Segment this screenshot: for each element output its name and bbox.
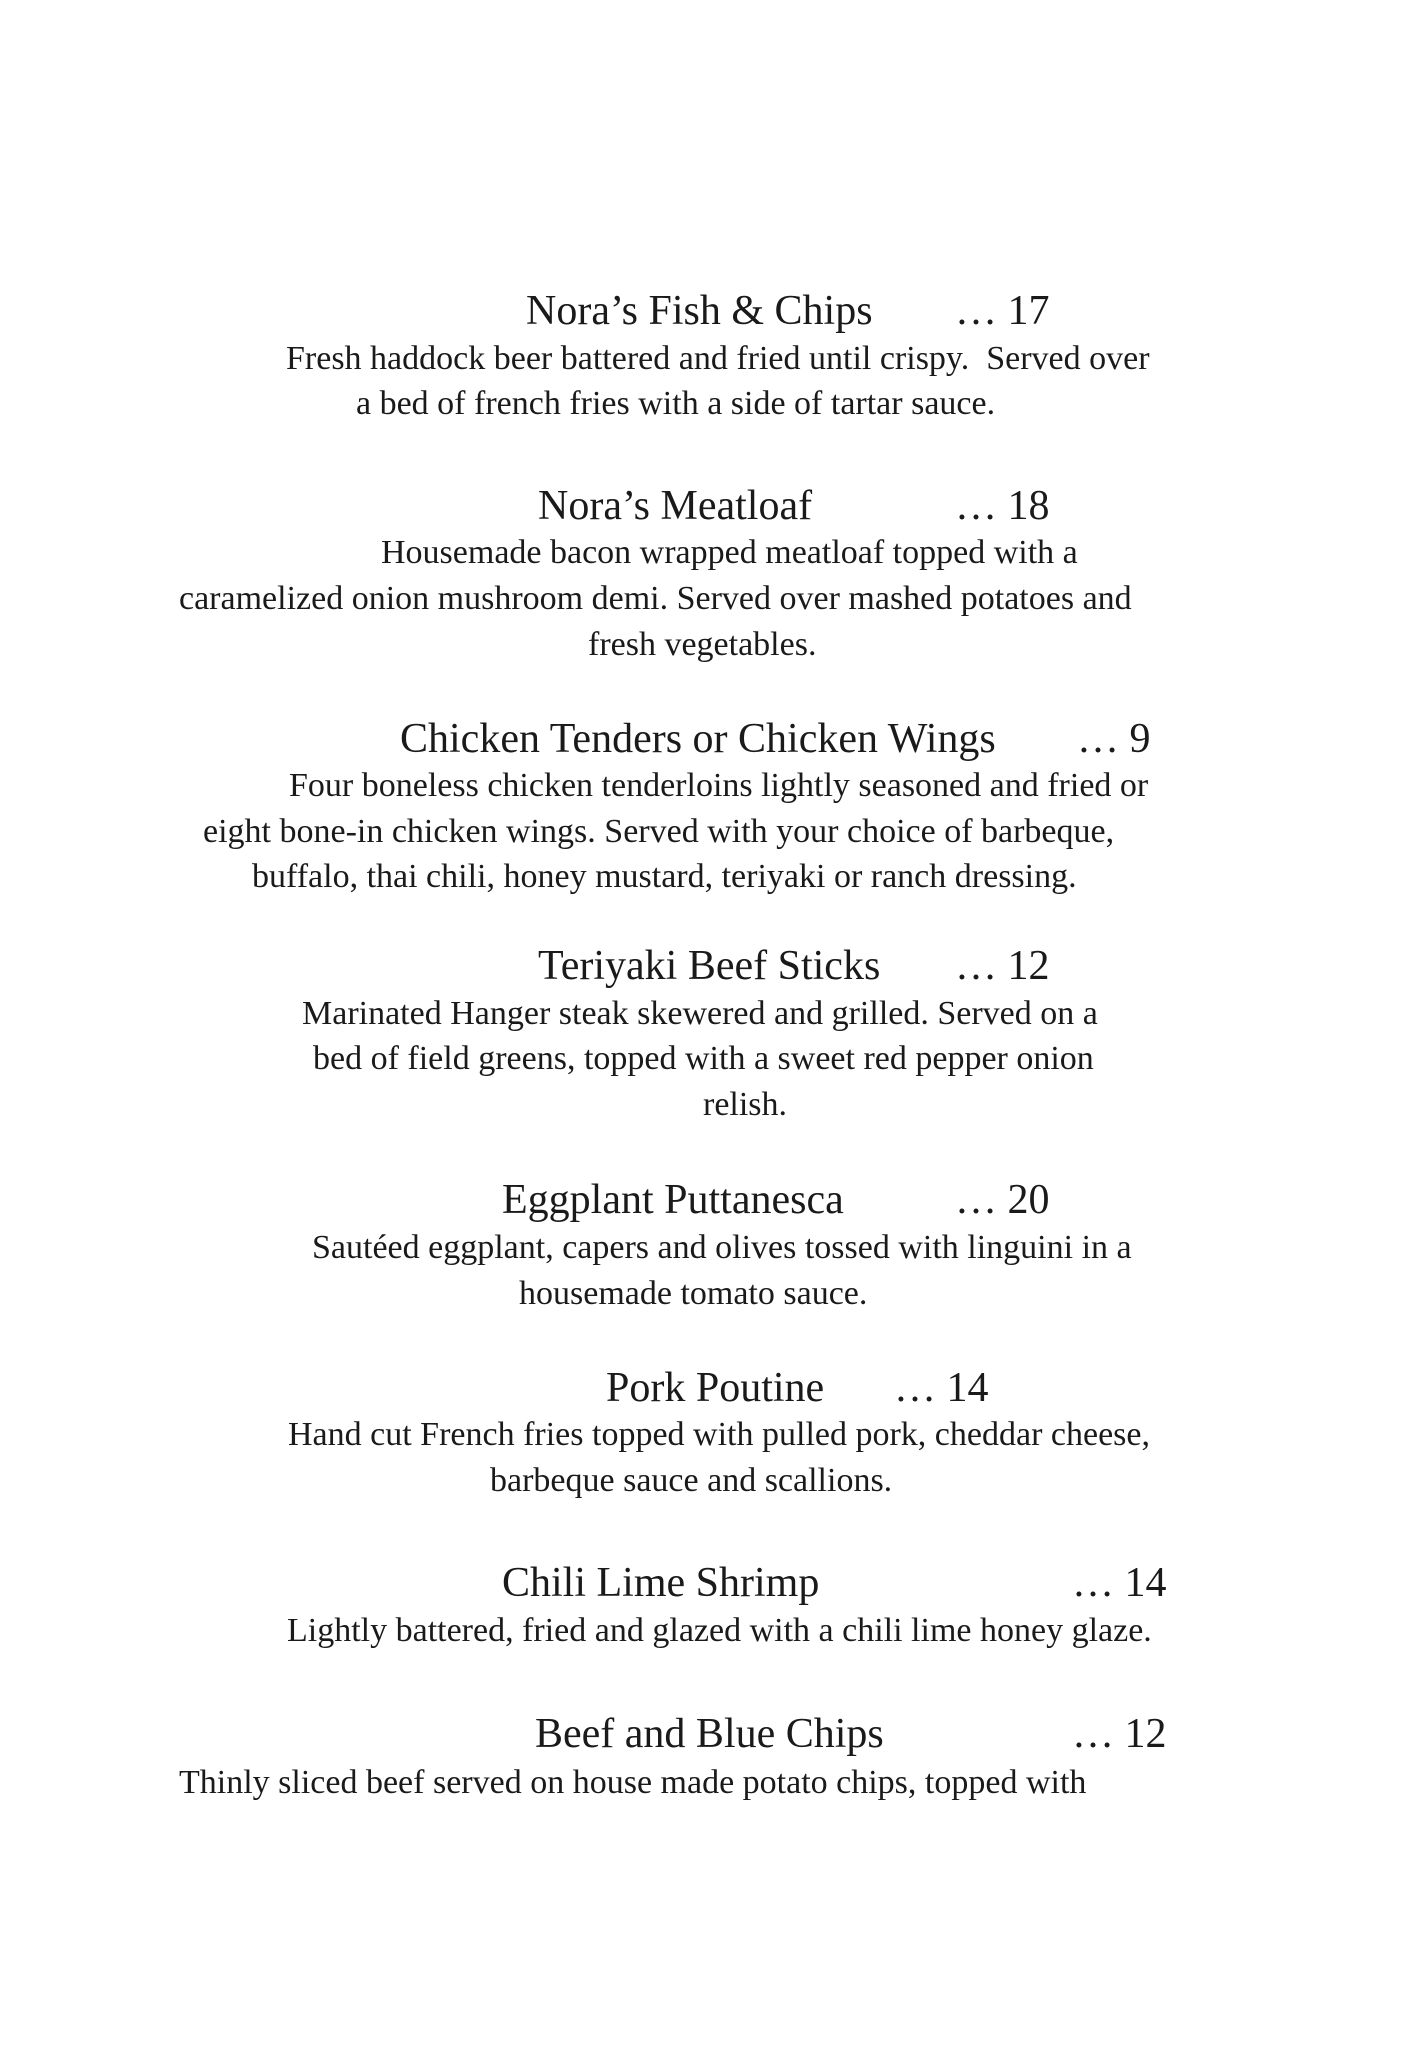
item-price: … 14 (1072, 1560, 1167, 1606)
item-name: Chicken Tenders or Chicken Wings (400, 716, 996, 762)
item-description-line: housemade tomato sauce. (519, 1275, 868, 1312)
item-name: Nora’s Meatloaf (538, 483, 813, 529)
item-name: Beef and Blue Chips (535, 1711, 884, 1757)
item-price: … 18 (955, 483, 1050, 529)
item-price: … 12 (1072, 1711, 1167, 1757)
item-name: Nora’s Fish & Chips (526, 288, 873, 334)
item-description-line: caramelized onion mushroom demi. Served over mashed potatoes and (179, 580, 1132, 617)
item-name: Teriyaki Beef Sticks (538, 943, 881, 989)
item-name: Eggplant Puttanesca (502, 1177, 844, 1223)
item-description-line: Hand cut French fries topped with pulled pork, cheddar cheese, (288, 1416, 1150, 1453)
item-name: Pork Poutine (606, 1365, 825, 1411)
item-price: … 20 (955, 1177, 1050, 1223)
item-description-line: eight bone-in chicken wings. Served with your choice of barbeque, (203, 813, 1115, 850)
item-description-line: bed of field greens, topped with a sweet red pepper onion (313, 1040, 1094, 1077)
item-name: Chili Lime Shrimp (502, 1560, 820, 1606)
item-description-line: fresh vegetables. (588, 626, 817, 663)
item-price: … 9 (1077, 716, 1151, 762)
item-description-line: relish. (703, 1086, 788, 1123)
item-description-line: Four boneless chicken tenderloins lightly seasoned and fried or (289, 767, 1149, 804)
item-description-line: Housemade bacon wrapped meatloaf topped with a (381, 534, 1078, 571)
item-description-line: barbeque sauce and scallions. (490, 1462, 893, 1499)
item-price: … 12 (955, 943, 1050, 989)
item-description-line: Sautéed eggplant, capers and olives tossed with linguini in a (312, 1229, 1132, 1266)
item-description-line: Marinated Hanger steak skewered and grilled. Served on a (302, 995, 1098, 1032)
item-description-line: Thinly sliced beef served on house made potato chips, topped with (179, 1764, 1087, 1801)
item-description-line: a bed of french fries with a side of tartar sauce. (356, 385, 996, 422)
item-description-line: Lightly battered, fried and glazed with a chili lime honey glaze. (287, 1612, 1152, 1649)
item-description-line: Fresh haddock beer battered and fried until crispy. Served over (286, 340, 1150, 377)
item-price: … 14 (894, 1365, 989, 1411)
item-price: … 17 (955, 288, 1050, 334)
item-description-line: buffalo, thai chili, honey mustard, teriyaki or ranch dressing. (252, 858, 1077, 895)
